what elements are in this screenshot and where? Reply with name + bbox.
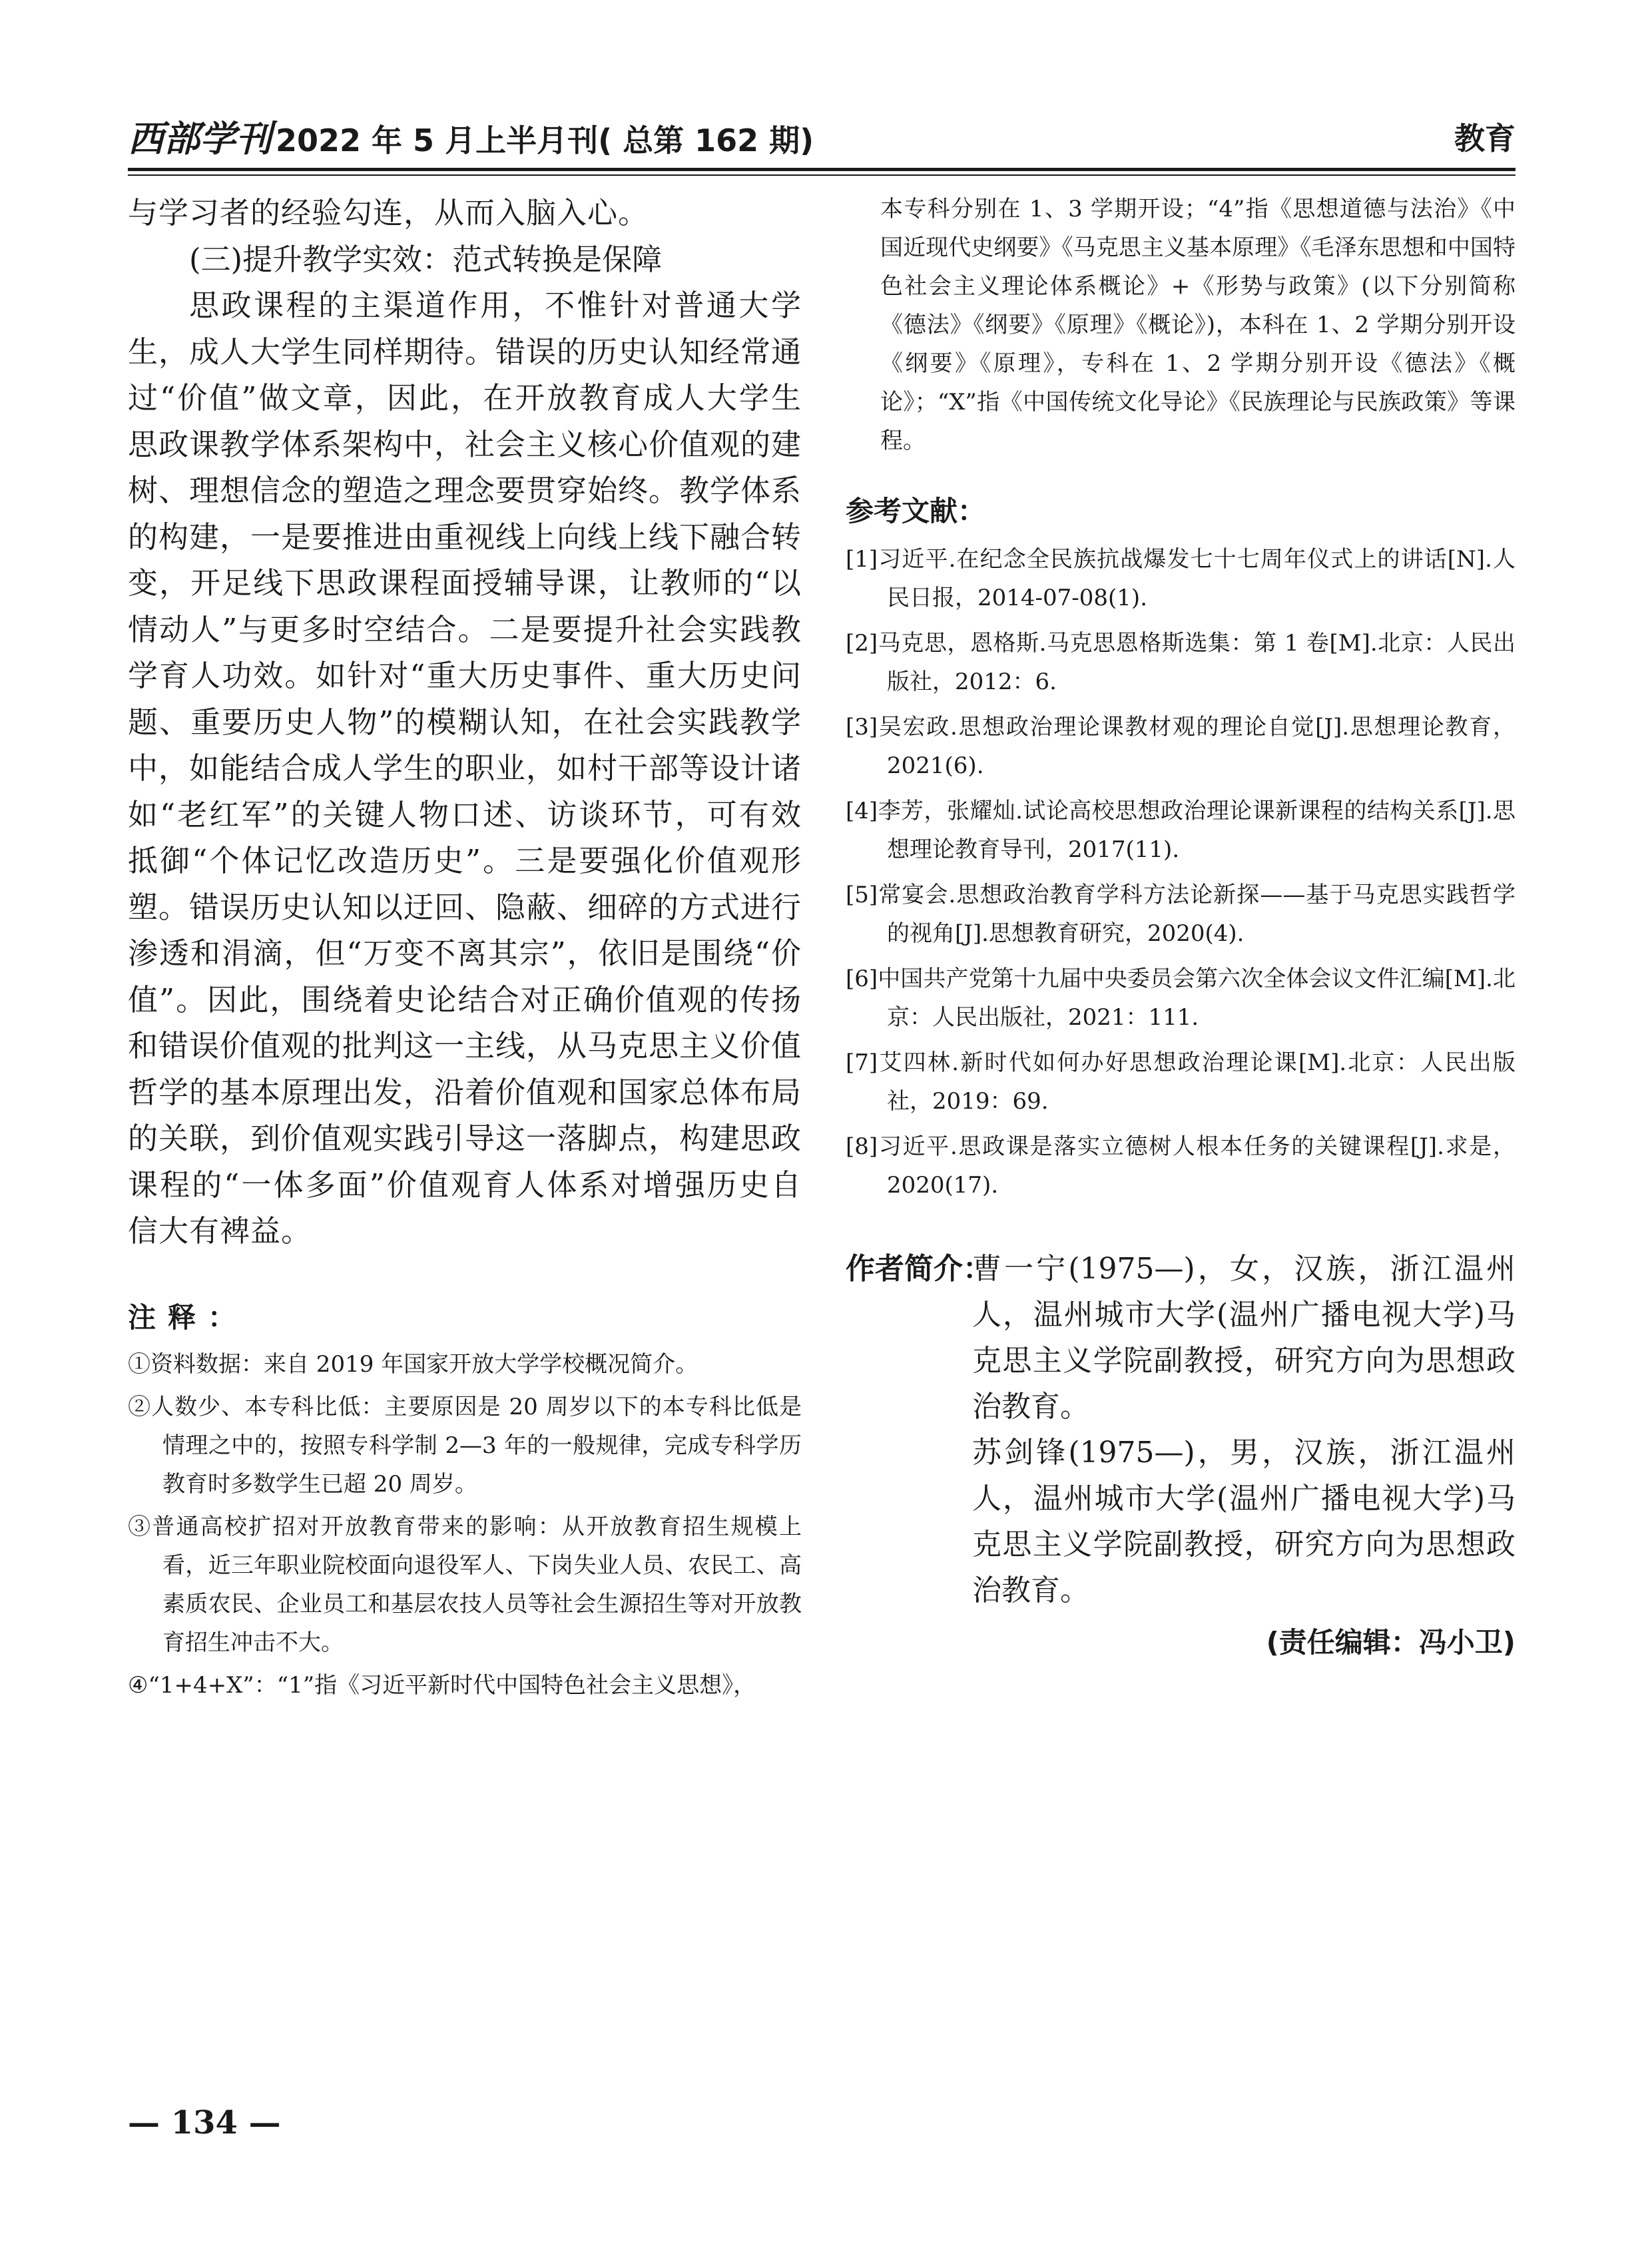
header-rule-thin — [128, 174, 1515, 176]
page-number: — 134 — — [128, 2104, 281, 2141]
notes-title: 注释： — [128, 1300, 248, 1334]
note-item: ②人数少、本专科比低：主要原因是 20 周岁以下的本专科比低是情理之中的，按照专科学制 2—3 年的一般规律，完成专科学历教育时多数学生已超 20 周岁。 — [128, 1393, 802, 1498]
body-paragraph-continued: 与学习者的经验勾连，从而入脑入心。 — [128, 195, 649, 230]
note-item: ①资料数据：来自 2019 年国家开放大学学校概况简介。 — [128, 1350, 698, 1378]
left-column — [128, 190, 802, 1709]
reference-item: [4]李芳，张耀灿.试论高校思想政治理论课新课程的结构关系[J].思想理论教育导刊，2017(11). — [846, 798, 1515, 863]
journal-logo: 西部学刊 — [128, 117, 272, 160]
issue-info: 2022 年 5 月上半月刊( 总第 162 期) — [276, 123, 814, 158]
reference-item: [2]马克思，恩格斯.马克思恩格斯选集：第 1 卷[M].北京：人民出版社，2012：6. — [846, 630, 1515, 695]
journal-issue-line — [128, 112, 814, 167]
section-name: 教育 — [1454, 121, 1515, 156]
author-label: 作者简介： — [846, 1252, 992, 1286]
reference-item: [6]中国共产党第十九届中央委员会第六次全体会议文件汇编[M].北京：人民出版社，2021：111. — [846, 966, 1515, 1031]
references-title: 参考文献： — [846, 495, 986, 527]
note-item: ③普通高校扩招对开放教育带来的影响：从开放教育招生规模上看，近三年职业院校面向退役军人、下岗失业人员、农民工、高素质农民、企业员工和基层农技人员等社会生源招生等对开放教育招生冲击不大。 — [128, 1513, 802, 1656]
author-bio-1: 曹一宁(1975—)，女，汉族，浙江温州人，温州城市大学(温州广播电视大学)马克思主义学院副教授，研究方向为思想政治教育。 — [972, 1252, 1515, 1424]
author-bio-2: 苏剑锋(1975—)，男，汉族，浙江温州人，温州城市大学(温州广播电视大学)马克思主义学院副教授，研究方向为思想政治教育。 — [972, 1436, 1515, 1607]
reference-item: [3]吴宏政.思想政治理论课教材观的理论自觉[J].思想理论教育，2021(6). — [846, 714, 1515, 779]
reference-item: [7]艾四林.新时代如何办好思想政治理论课[M].北京：人民出版社，2019：69. — [846, 1049, 1515, 1115]
body-paragraph: 思政课程的主渠道作用，不惟针对普通大学生，成人大学生同样期待。错误的历史认知经常通过“价值”做文章，因此，在开放教育成人大学生思政课教学体系架构中，社会主义核心价值观的建树、理想信念的塑造之理念要贯穿始终。教学体系的构建，一是要推进由重视线上向线上线下融合转变，开足线下思政课程面授辅导课，让教师的“以情动人”与更多时空结合。二是要提升社会实践教学育人功效。如针对“重大历史事件、重大历史问题、重要历史人物”的模糊认知，在社会实践教学中，如能结合成人学生的职业，如村干部等设计诸如“老红军”的关键人物口述、访谈环节，可有效抵御“个体记忆改造历史”。三是要强化价值观形塑。错误历史认知以迂回、隐蔽、细碎的方式进行渗透和涓滴，但“万变不离其宗”，依旧是围绕“价值”。因此，围绕着史论结合对正确价值观的传扬和错误价值观的批判这一主线，从马克思主义价值哲学的基本原理出发，沿着价值观和国家总体布局的关联，到价值观实践引导这一落脚点，构建思政课程的“一体多面”价值观育人体系对增强历史自信大有裨益。 — [128, 288, 802, 1249]
section-subheading: (三)提升教学实效：范式转换是保障 — [189, 241, 663, 277]
running-header — [128, 112, 1515, 165]
author-bio — [846, 1246, 1515, 1613]
reference-item: [8]习近平.思政课是落实立德树人根本任务的关键课程[J].求是，2020(17). — [846, 1133, 1515, 1199]
reference-item: [5]常宴会.思想政治教育学科方法论新探——基于马克思实践哲学的视角[J].思想教育研究，2020(4). — [846, 882, 1515, 947]
note-item: ④“1+4+X”：“1”指《习近平新时代中国特色社会主义思想》， — [128, 1671, 756, 1699]
header-rule — [128, 168, 1515, 171]
note-item-continued: 本专科分别在 1、3 学期开设；“4”指《思想道德与法治》《中国近现代史纲要》《马克思主义基本原理》《毛泽东思想和中国特色社会主义理论体系概论》+《形势与政策》(以下分别简称《德法》《纲要》《原理》《概论》)，本科在 1、2 学期分别开设《纲要》《原理》，专科在 1、2 学期分别开设《德法》《概论》；“X”指《中国传统文化导论》《民族理论与民族政策》等课程。 — [880, 196, 1515, 454]
right-column — [846, 190, 1515, 1667]
reference-item: [1]习近平.在纪念全民族抗战爆发七十七周年仪式上的讲话[N].人民日报，2014-07-08(1). — [846, 546, 1515, 611]
responsible-editor: (责任编辑：冯小卫) — [1266, 1626, 1515, 1659]
